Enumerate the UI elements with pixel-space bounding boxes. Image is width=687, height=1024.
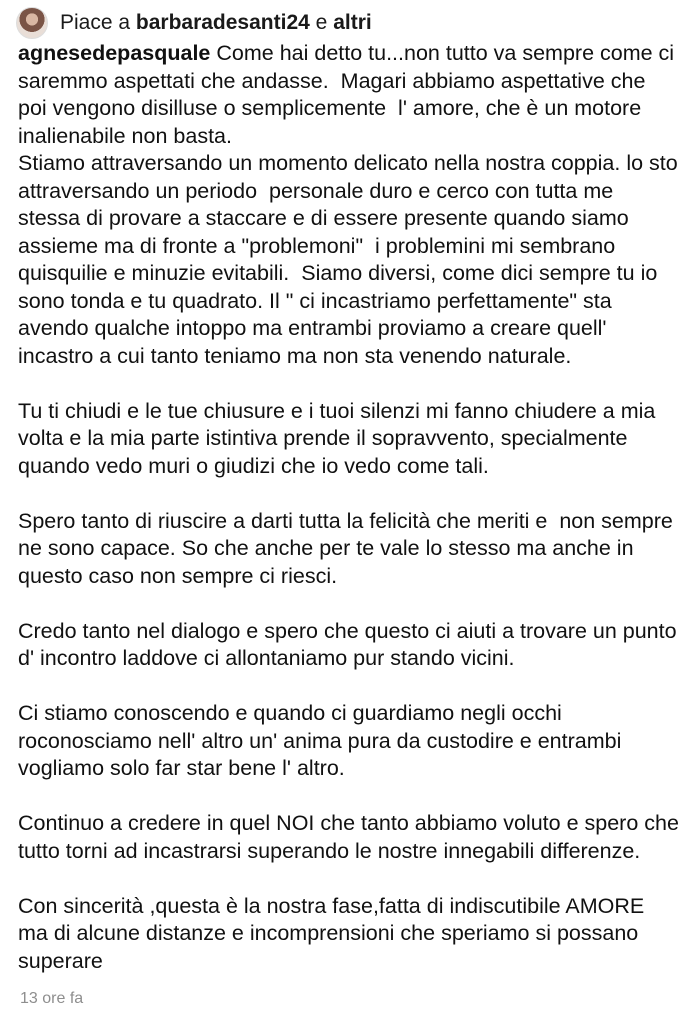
likes-prefix: Piace a bbox=[60, 11, 131, 34]
caption-text: Come hai detto tu...non tutto va sempre come ci saremmo aspettati che andasse. Magari abbiamo aspettative che poi vengono disilluse o semplicemente l' amore, che è un motore inalienabile non basta. bbox=[18, 41, 681, 148]
liker-username[interactable]: barbaradesanti24 bbox=[135, 11, 310, 34]
likes-row bbox=[16, 8, 372, 38]
caption-paragraph: Spero tanto di riuscire a darti tutta la felicità che meriti e non sempre ne sono capace. So che anche per te vale lo stesso ma anche in questo caso non sempre ci riesci. bbox=[18, 508, 679, 588]
author-username[interactable]: agnesedepasquale bbox=[18, 41, 211, 65]
caption-paragraph: Tu ti chiudi e le tue chiusure e i tuoi silenzi mi fanno chiudere a mia volta e la mia parte istintiva prende il sopravvento, specialmente quando vedo muri o giudizi che io vedo come tali. bbox=[18, 398, 662, 478]
caption-paragraph: Con sincerità ,questa è la nostra fase,fatta di indiscutibile AMORE ma di alcune distanze e incomprensioni che speriamo si possano superare bbox=[18, 893, 651, 973]
liker-avatar[interactable] bbox=[16, 7, 48, 39]
caption-paragraph: Continuo a credere in quel NOI che tanto abbiamo voluto e spero che tutto torni ad incastrarsi superando le nostre innegabili differenze. bbox=[18, 811, 685, 863]
likes-others-link[interactable]: altri bbox=[333, 11, 372, 34]
post-timestamp: 13 ore fa bbox=[20, 990, 84, 1007]
likes-middle: e bbox=[315, 11, 328, 34]
caption-paragraph bbox=[18, 40, 680, 150]
caption-paragraph: Ci stiamo conoscendo e quando ci guardiamo negli occhi roconosciamo nell' altro un' anima pura da custodire e entrambi vogliamo solo far star bene l' altro. bbox=[18, 701, 628, 780]
caption-paragraph: Stiamo attraversando un momento delicato nella nostra coppia. lo sto attraversando un periodo personale duro e cerco con tutta me stessa di provare a staccare e di essere presente quando siamo assieme ma di fronte a "problemoni" i problemini mi sembrano quisquilie e minuzie evitabili. Siamo diversi, come dici sempre tu io sono tonda e tu quadrato. Il " ci incastriamo perfettamente" sta avendo qualche intoppo ma entrambi proviamo a creare quell' incastro a cui tanto teniamo ma non sta venendo naturale. bbox=[18, 151, 684, 368]
caption-paragraph: Credo tanto nel dialogo e spero che questo ci aiuti a trovare un punto d' incontro laddove ci allontaniamo pur stando vicini. bbox=[18, 618, 683, 670]
post-caption bbox=[18, 40, 685, 975]
